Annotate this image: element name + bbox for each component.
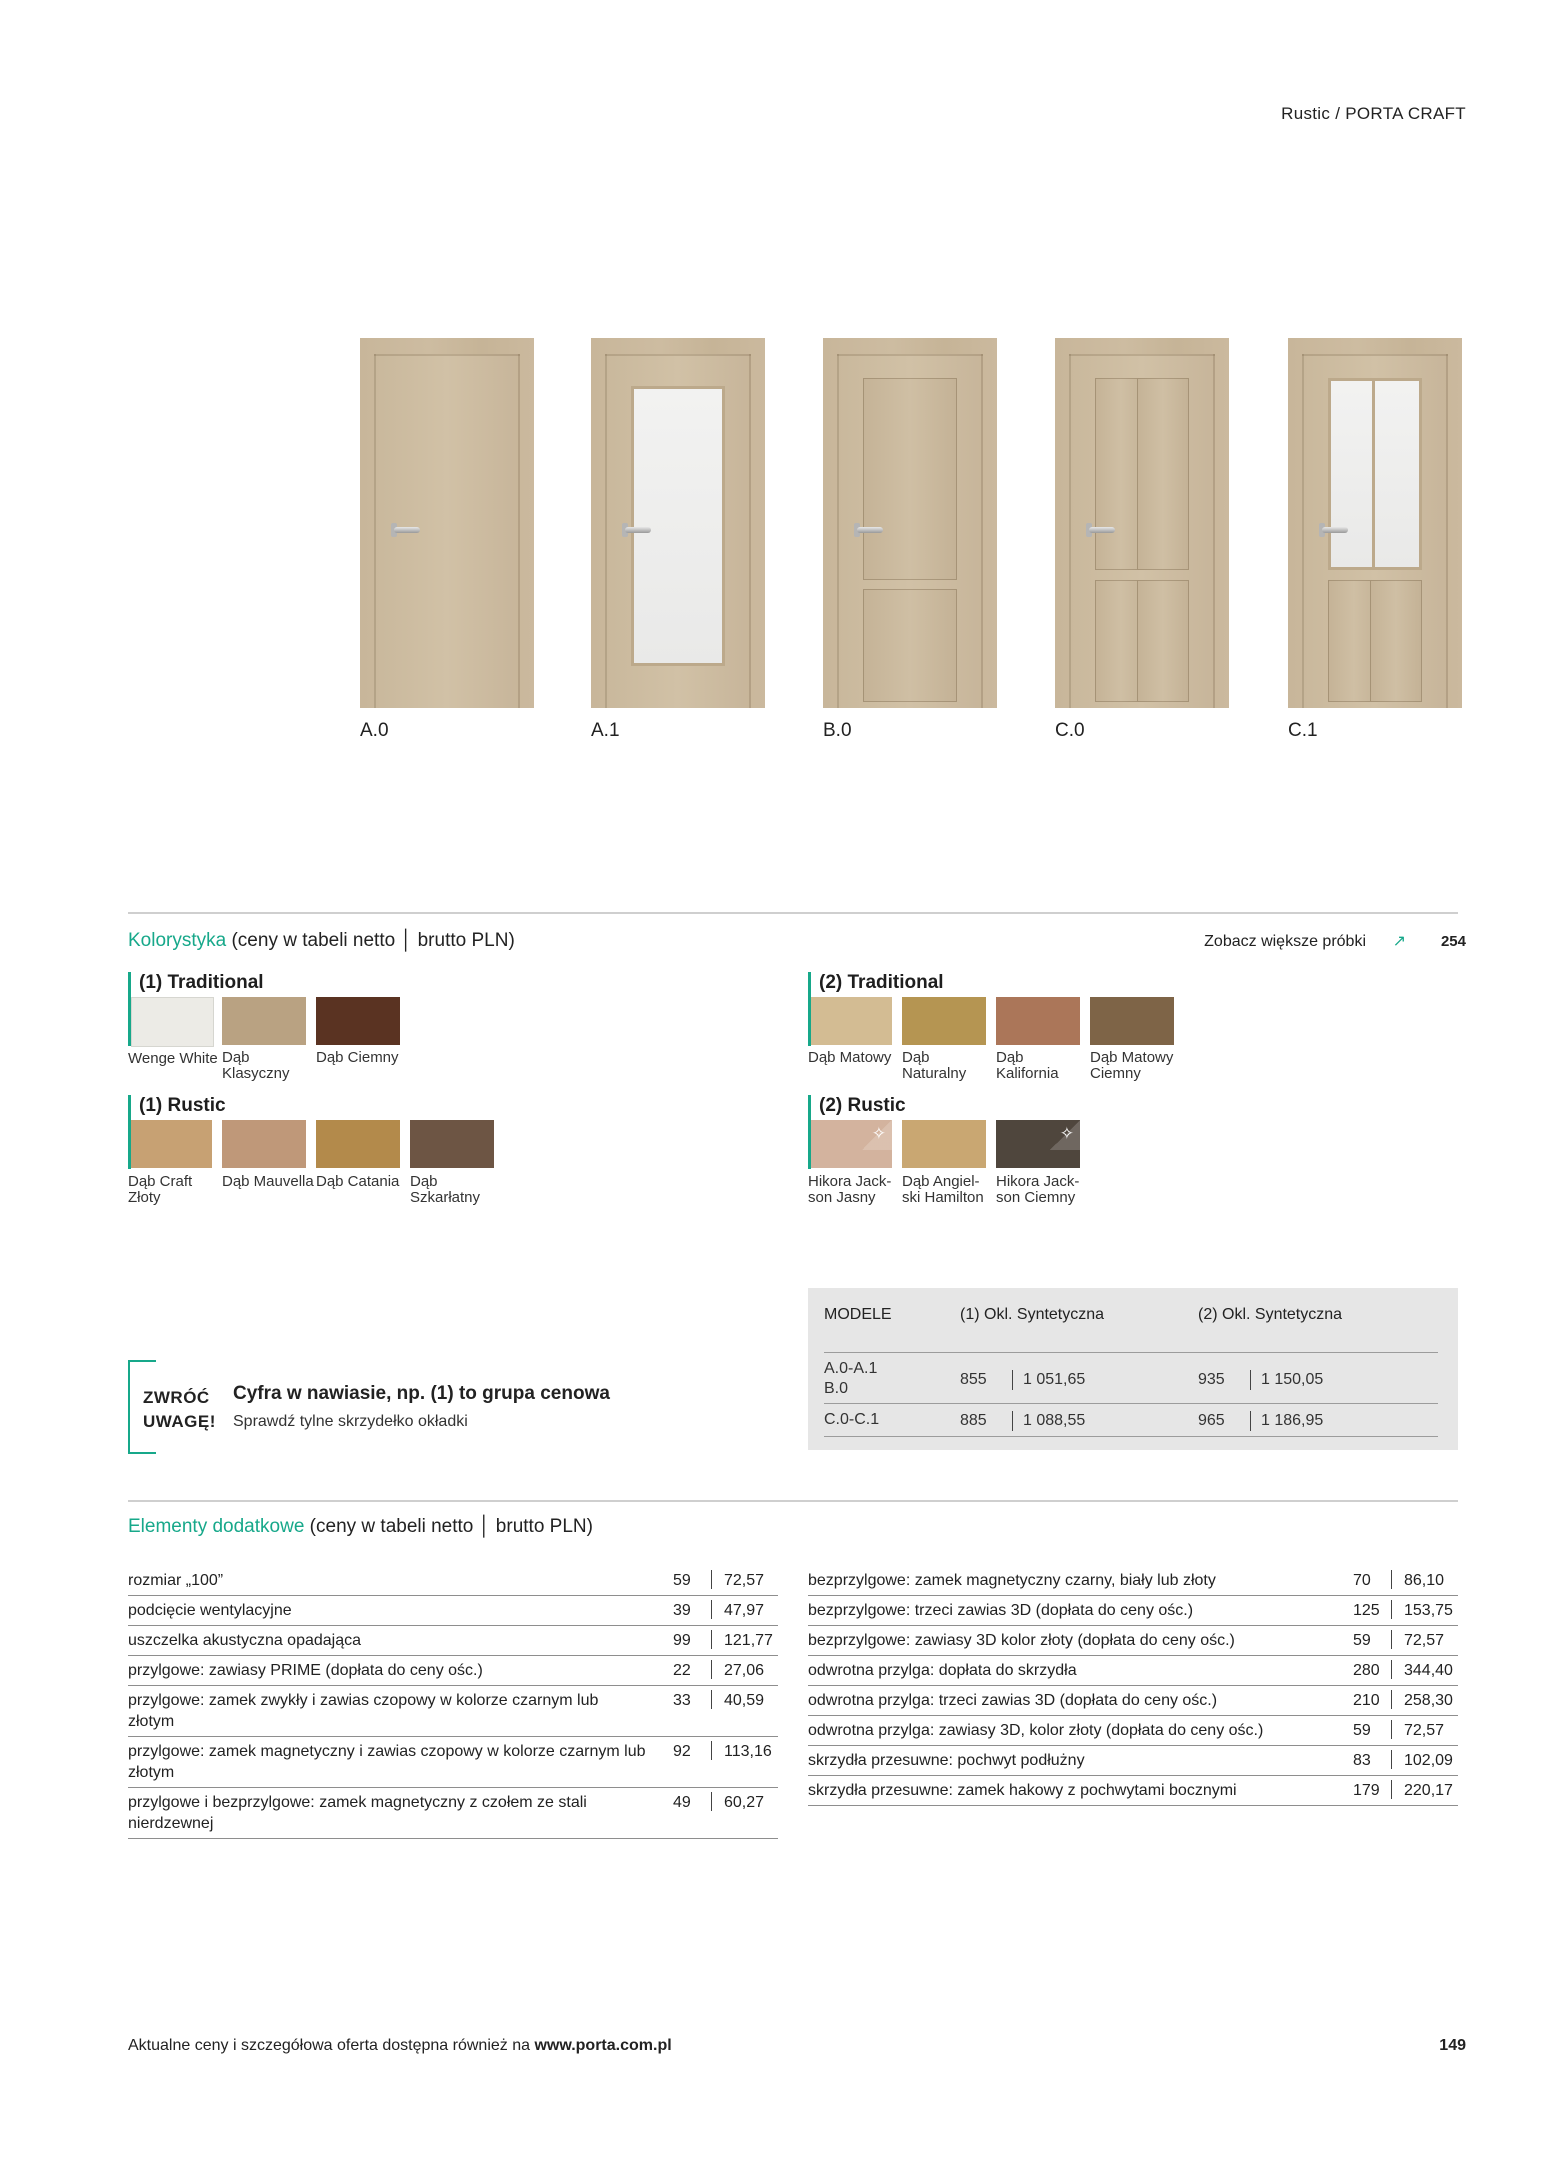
color-swatch-label: Dąb Matowy (808, 1049, 892, 1066)
table-row (808, 1776, 1458, 1806)
extra-item-name: bezprzylgowe: trzeci zawias 3D (dopłata do ceny ośc.) (808, 1602, 1194, 1619)
price-netto: 210 (1353, 1692, 1380, 1709)
color-swatch[interactable] (902, 1120, 986, 1168)
extra-item-name: przylgowe: zamek magnetyczny i zawias czopowy w kolorze czarnym lub złotym (128, 1743, 646, 1781)
note-title: Cyfra w nawiasie, np. (1) to grupa cenowa (233, 1383, 610, 1404)
price-netto: 885 (960, 1412, 987, 1429)
price-netto: 83 (1353, 1752, 1371, 1769)
price-brutto: 258,30 (1391, 1690, 1453, 1709)
price-brutto: 113,16 (711, 1741, 772, 1760)
website-link[interactable]: www.porta.com.pl (534, 2037, 672, 2054)
table-divider (824, 1436, 1438, 1437)
price-netto: 59 (673, 1572, 691, 1589)
color-swatch-label: Hikora Jack-son Jasny (808, 1173, 892, 1206)
color-swatch[interactable] (222, 1120, 306, 1168)
model-cell: A.0-A.1 B.0 (824, 1360, 878, 1397)
price-brutto: 102,09 (1391, 1750, 1453, 1769)
color-swatch[interactable] (996, 1120, 1080, 1168)
color-swatch-label: Dąb Ciemny (316, 1049, 399, 1066)
color-swatch[interactable] (410, 1120, 494, 1168)
color-swatch-label: Dąb Catania (316, 1173, 400, 1190)
price-netto: 99 (673, 1632, 691, 1649)
footer-text (128, 2037, 672, 2055)
color-swatch[interactable] (902, 997, 986, 1045)
color-swatch-label: Dąb Szkarłatny (410, 1173, 481, 1206)
extra-item-name: przylgowe: zawiasy PRIME (dopłata do ceny ośc.) (128, 1662, 483, 1679)
price-brutto: 47,97 (711, 1600, 764, 1619)
table-row (808, 1686, 1458, 1716)
table-row (808, 1596, 1458, 1626)
extras-section-title (128, 1516, 593, 1538)
color-swatch[interactable] (811, 997, 892, 1045)
extra-item-name: odwrotna przylga: trzeci zawias 3D (dopłata do ceny ośc.) (808, 1692, 1218, 1709)
extra-item-name: przylgowe: zamek zwykły i zawias czopowy w kolorze czarnym lub złotym (128, 1692, 599, 1730)
price-netto: 92 (673, 1743, 691, 1760)
price-netto: 855 (960, 1371, 987, 1388)
price-netto: 965 (1198, 1412, 1225, 1429)
price-brutto: 60,27 (711, 1792, 764, 1811)
color-swatch-label: Dąb Klasyczny (222, 1049, 290, 1082)
price-netto: 59 (1353, 1632, 1371, 1649)
color-swatch[interactable] (1090, 997, 1174, 1045)
price-netto: 935 (1198, 1371, 1225, 1388)
table-row (128, 1626, 778, 1656)
model-cell: C.0-C.1 (824, 1411, 880, 1428)
price-brutto: 153,75 (1391, 1600, 1453, 1619)
price-table (808, 1288, 1458, 1450)
color-swatch-label: Dąb Naturalny (902, 1049, 967, 1082)
extra-item-name: odwrotna przylga: dopłata do skrzydła (808, 1662, 1077, 1679)
table-row (128, 1788, 778, 1839)
colors-title-rest: (ceny w tabeli netto │ brutto PLN) (226, 930, 515, 951)
price-brutto: 72,57 (1391, 1720, 1444, 1739)
door-label: C.0 (1055, 720, 1085, 741)
color-swatch[interactable] (131, 1120, 212, 1168)
extra-item-name: bezprzylgowe: zawiasy 3D kolor złoty (dopłata do ceny ośc.) (808, 1632, 1235, 1649)
group-title: (2) Traditional (819, 972, 944, 993)
group-title: (1) Rustic (139, 1095, 226, 1116)
door-image-b0 (823, 338, 997, 708)
note-label: ZWRÓĆ UWAGĘ! (143, 1388, 216, 1431)
color-swatch[interactable] (811, 1120, 892, 1168)
color-swatch-label: Dąb Matowy Ciemny (1090, 1049, 1174, 1082)
color-swatch[interactable] (996, 997, 1080, 1045)
color-swatch[interactable] (316, 1120, 400, 1168)
column-header: (1) Okl. Syntetyczna (960, 1306, 1105, 1323)
price-brutto: 1 150,05 (1250, 1370, 1323, 1390)
color-swatch-label: Dąb Craft Złoty (128, 1173, 193, 1206)
door-image-a1 (591, 338, 765, 708)
table-row (128, 1596, 778, 1626)
group-title: (2) Rustic (819, 1095, 906, 1116)
price-netto: 70 (1353, 1572, 1371, 1589)
door-label: C.1 (1288, 720, 1318, 741)
price-brutto: 1 088,55 (1012, 1411, 1085, 1431)
price-netto: 33 (673, 1692, 691, 1709)
table-row (808, 1716, 1458, 1746)
color-swatch-label: Hikora Jack-son Ciemny (996, 1173, 1080, 1206)
arrow-up-right-icon[interactable]: ↗ (1392, 933, 1406, 950)
table-divider (824, 1352, 1438, 1353)
table-row (808, 1746, 1458, 1776)
price-brutto: 220,17 (1391, 1780, 1453, 1799)
color-swatch-label: Dąb Mauvella (222, 1173, 314, 1190)
price-netto: 22 (673, 1662, 691, 1679)
price-brutto: 1 051,65 (1012, 1370, 1085, 1390)
extras-table-left (128, 1566, 778, 1839)
group-title: (1) Traditional (139, 972, 264, 993)
table-row (808, 1626, 1458, 1656)
extra-item-name: odwrotna przylga: zawiasy 3D, kolor złoty (dopłata do ceny ośc.) (808, 1722, 1264, 1739)
price-netto: 49 (673, 1794, 691, 1811)
door-image-c0 (1055, 338, 1229, 708)
extras-table-right (808, 1566, 1458, 1806)
page-number: 149 (1439, 2037, 1466, 2054)
price-brutto: 27,06 (711, 1660, 764, 1679)
column-header: MODELE (824, 1306, 892, 1323)
color-swatch[interactable] (316, 997, 400, 1045)
price-netto: 179 (1353, 1782, 1380, 1799)
extra-item-name: uszczelka akustyczna opadająca (128, 1632, 362, 1649)
sparkle-icon: ✧ (862, 1120, 892, 1150)
price-netto: 59 (1353, 1722, 1371, 1739)
samples-page-ref[interactable]: 254 (1440, 933, 1466, 950)
table-row (808, 1656, 1458, 1686)
colors-title-highlight: Kolorystyka (128, 930, 227, 951)
colors-section-title (128, 930, 515, 952)
footer-text-label: Aktualne ceny i szczegółowa oferta dostępna również na (128, 2037, 535, 2054)
note-subtitle: Sprawdź tylne skrzydełko okładki (233, 1413, 468, 1430)
column-header: (2) Okl. Syntetyczna (1198, 1306, 1343, 1323)
price-brutto: 72,57 (1391, 1630, 1444, 1649)
extra-item-name: bezprzylgowe: zamek magnetyczny czarny, biały lub złoty (808, 1572, 1216, 1589)
extra-item-name: skrzydła przesuwne: zamek hakowy z pochwytami bocznymi (808, 1782, 1237, 1799)
sparkle-icon: ✧ (1050, 1120, 1080, 1150)
color-swatch-label: Dąb Angiel-ski Hamilton (902, 1173, 984, 1206)
breadcrumb: Rustic / PORTA CRAFT (1281, 104, 1466, 123)
extra-item-name: skrzydła przesuwne: pochwyt podłużny (808, 1752, 1085, 1769)
door-image-c1 (1288, 338, 1462, 708)
door-label: A.0 (360, 720, 389, 741)
table-row (128, 1656, 778, 1686)
price-netto: 39 (673, 1602, 691, 1619)
door-image-a0 (360, 338, 534, 708)
table-row (128, 1686, 778, 1737)
door-label: A.1 (591, 720, 620, 741)
door-label: B.0 (823, 720, 852, 741)
see-larger-samples-link[interactable]: Zobacz większe próbki (1204, 933, 1366, 950)
price-brutto: 1 186,95 (1250, 1411, 1323, 1431)
price-netto: 280 (1353, 1662, 1380, 1679)
price-brutto: 40,59 (711, 1690, 764, 1709)
section-divider (128, 912, 1458, 914)
color-swatch[interactable] (222, 997, 306, 1045)
section-divider (128, 1500, 1458, 1502)
table-divider (824, 1403, 1438, 1404)
extra-item-name: podcięcie wentylacyjne (128, 1602, 292, 1619)
extra-item-name: przylgowe i bezprzylgowe: zamek magnetyczny z czołem ze stali nierdzewnej (128, 1794, 587, 1832)
price-brutto: 72,57 (711, 1570, 764, 1589)
extras-title-rest: (ceny w tabeli netto │ brutto PLN) (304, 1516, 593, 1537)
price-brutto: 121,77 (711, 1630, 773, 1649)
table-row (128, 1737, 778, 1788)
table-row (128, 1566, 778, 1596)
table-row (808, 1566, 1458, 1596)
price-brutto: 344,40 (1391, 1660, 1453, 1679)
extra-item-name: rozmiar „100” (128, 1572, 224, 1589)
extras-title-highlight: Elementy dodatkowe (128, 1516, 305, 1537)
color-swatch-label: Wenge White (128, 1050, 218, 1067)
price-brutto: 86,10 (1391, 1570, 1444, 1589)
color-swatch-label: Dąb Kalifornia (996, 1049, 1059, 1082)
color-swatch[interactable] (131, 997, 214, 1047)
price-netto: 125 (1353, 1602, 1380, 1619)
